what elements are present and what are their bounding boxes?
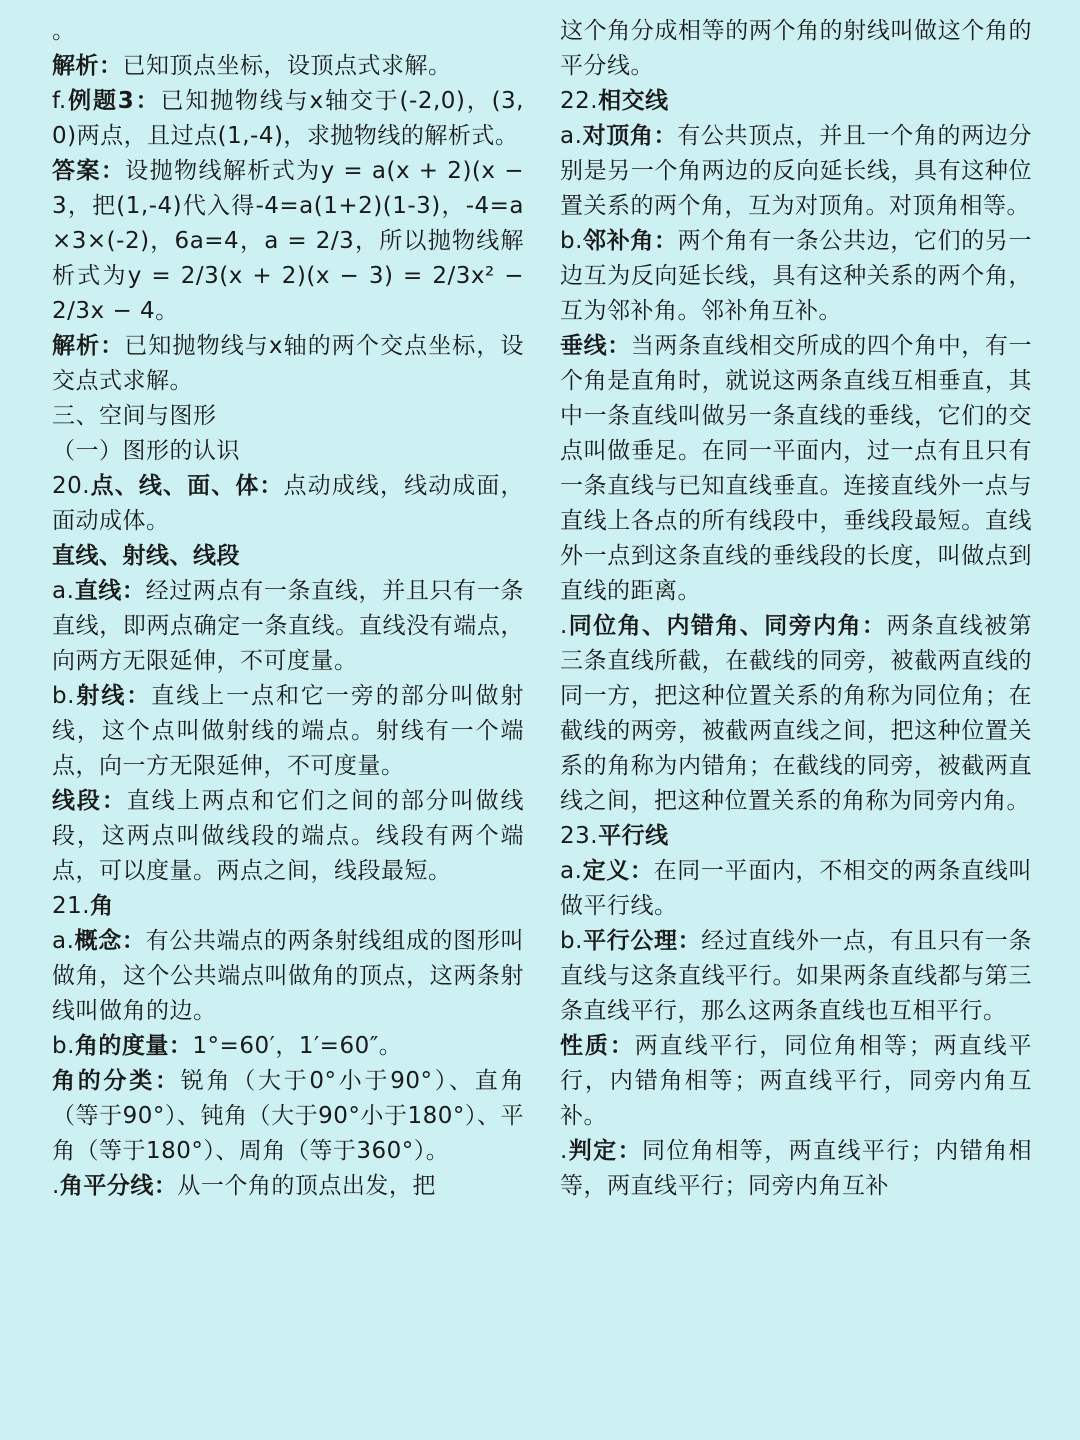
paragraph [52, 1029, 524, 1064]
term-label: 射线： [74, 683, 152, 709]
term-text: 当两条直线相交所成的四个角中，有一个角是直角时，就说这两条直线互相垂直，其中一条直线叫做另一条直线的垂线，它们的交点叫做垂足。在同一平面内，过一点有且只有一条直线与已知直线垂直。连接直线外一点与直线上各点的所有线段中，垂线段最短。直线外一点到这条直线的垂线段的长度，叫做点到直线的距离。 [560, 333, 1033, 604]
paragraph [52, 924, 524, 1029]
paragraph [560, 84, 1032, 119]
paragraph [52, 889, 524, 924]
term-text: 同位角相等，两直线平行；内错角相等，两直线平行；同旁内角互补 [560, 1138, 1033, 1199]
term-label: 解析： [52, 53, 123, 79]
item-number: b. [52, 683, 75, 709]
paragraph [560, 819, 1032, 854]
item-number: . [52, 1173, 60, 1199]
term-label: 答案： [52, 158, 126, 184]
paragraph [52, 329, 524, 399]
item-number: b. [560, 228, 583, 254]
paragraph [52, 469, 524, 539]
item-number: 20. [52, 473, 91, 499]
paragraph [560, 329, 1032, 609]
item-number: a. [52, 578, 75, 604]
paragraph [52, 574, 524, 679]
term-label: 点、线、面、体： [90, 473, 284, 499]
paragraph [52, 154, 524, 329]
term-label: 性质： [560, 1033, 635, 1059]
term-text: 两个角有一条公共边，它们的另一边互为反向延长线，具有这种关系的两个角，互为邻补角。邻补角互补。 [560, 228, 1033, 324]
term-label: 角 [90, 893, 114, 919]
item-number: a. [560, 858, 583, 884]
paragraph [52, 784, 524, 889]
term-text: 在同一平面内，不相交的两条直线叫做平行线。 [560, 858, 1033, 919]
item-number: . [560, 613, 568, 639]
term-label: 例题3： [66, 88, 161, 114]
term-text: 点动成线，线动成面，面动成体。 [52, 473, 525, 534]
paragraph [560, 224, 1032, 329]
paragraph [560, 1029, 1032, 1134]
item-number: b. [52, 1033, 75, 1059]
term-label: 角的度量： [74, 1033, 193, 1059]
term-label: 角的分类： [52, 1068, 181, 1094]
paragraph [52, 84, 524, 154]
term-text: 1°=60′，1′=60″。 [192, 1033, 403, 1059]
paragraph: 三、空间与图形 [52, 403, 217, 429]
paragraph: 这个角分成相等的两个角的射线叫做这个角的平分线。 [560, 18, 1032, 79]
term-label: 直线： [74, 578, 146, 604]
paragraph [560, 609, 1032, 819]
term-text: 有公共端点的两条射线组成的图形叫做角，这个公共端点叫做角的顶点，这两条射线叫做角的边。 [52, 928, 525, 1024]
term-label: 判定： [567, 1138, 643, 1164]
term-label: 角平分线： [59, 1173, 178, 1199]
term-label: 解析： [52, 333, 125, 359]
paragraph: 。 [52, 18, 76, 44]
paragraph [560, 119, 1032, 224]
item-number: 22. [560, 88, 599, 114]
paragraph [52, 49, 524, 84]
term-text: 设抛物线解析式为y = a(x + 2)(x − 3，把(1,-4)代入得-4=a(1+2)(1-3)，-4=a×3×(-2)，6a=4，a = 2/3，所以抛物线解析式为y = 2/3(x + 2)(x − 3) = 2/3x² − 2/3x − 4。 [52, 158, 524, 324]
term-text: 已知抛物线与x轴交于(-2,0)，(3,0)两点，且过点(1,-4)，求抛物线的解析式。 [52, 88, 524, 149]
term-text: 直线上一点和它一旁的部分叫做射线，这个点叫做射线的端点。射线有一个端点，向一方无限延伸，不可度量。 [52, 683, 525, 779]
left-column [52, 14, 524, 1204]
term-text: 锐角（大于0°小于90°）、直角（等于90°）、钝角（大于90°小于180°）、平角（等于180°）、周角（等于360°）。 [52, 1068, 525, 1164]
term-label: 对顶角： [582, 123, 678, 149]
paragraph: （一）图形的认识 [52, 438, 240, 464]
paragraph [560, 854, 1032, 924]
term-text: 直线上两点和它们之间的部分叫做线段，这两点叫做线段的端点。线段有两个端点，可以度量。两点之间，线段最短。 [52, 788, 525, 884]
term-text: 从一个角的顶点出发，把 [177, 1173, 436, 1199]
item-number: a. [52, 928, 75, 954]
right-column [560, 14, 1032, 1204]
term-text: 经过直线外一点，有且只有一条直线与这条直线平行。如果两条直线都与第三条直线平行，那么这两条直线也互相平行。 [560, 928, 1033, 1024]
term-text: 已知抛物线与x轴的两个交点坐标，设交点式求解。 [52, 333, 524, 394]
term-text: 两条直线被第三条直线所截，在截线的同旁，被截两直线的同一方，把这种位置关系的角称为同位角；在截线的两旁，被截两直线之间，把这种位置关系的角称为内错角；在截线的同旁，被截两直线之间，把这种位置关系的角称为同旁内角。 [560, 613, 1033, 814]
term-label: 相交线 [598, 88, 669, 114]
paragraph [52, 679, 524, 784]
item-number: f. [52, 88, 67, 114]
term-text: 已知顶点坐标，设顶点式求解。 [122, 53, 452, 79]
paragraph [560, 1134, 1032, 1204]
term-label: 平行线 [598, 823, 669, 849]
item-number: . [560, 1138, 568, 1164]
term-text: 有公共顶点，并且一个角的两边分别是另一个角两边的反向延长线，具有这种位置关系的两个角，互为对顶角。对顶角相等。 [560, 123, 1033, 219]
section-heading: 直线、射线、线段 [52, 543, 240, 569]
term-text: 经过两点有一条直线，并且只有一条直线，即两点确定一条直线。直线没有端点，向两方无限延伸，不可度量。 [52, 578, 525, 674]
term-text: 两直线平行，同位角相等；两直线平行，内错角相等；两直线平行，同旁内角互补。 [560, 1033, 1033, 1129]
paragraph [52, 1169, 524, 1204]
term-label: 线段： [52, 788, 127, 814]
item-number: b. [560, 928, 583, 954]
item-number: 21. [52, 893, 91, 919]
paragraph [52, 1064, 524, 1169]
term-label: 同位角、内错角、同旁内角： [567, 613, 887, 639]
term-label: 平行公理： [582, 928, 702, 954]
item-number: 23. [560, 823, 599, 849]
term-label: 邻补角： [582, 228, 678, 254]
item-number: a. [560, 123, 583, 149]
term-label: 垂线： [560, 333, 631, 359]
term-label: 概念： [74, 928, 146, 954]
term-label: 定义： [582, 858, 654, 884]
paragraph [560, 924, 1032, 1029]
